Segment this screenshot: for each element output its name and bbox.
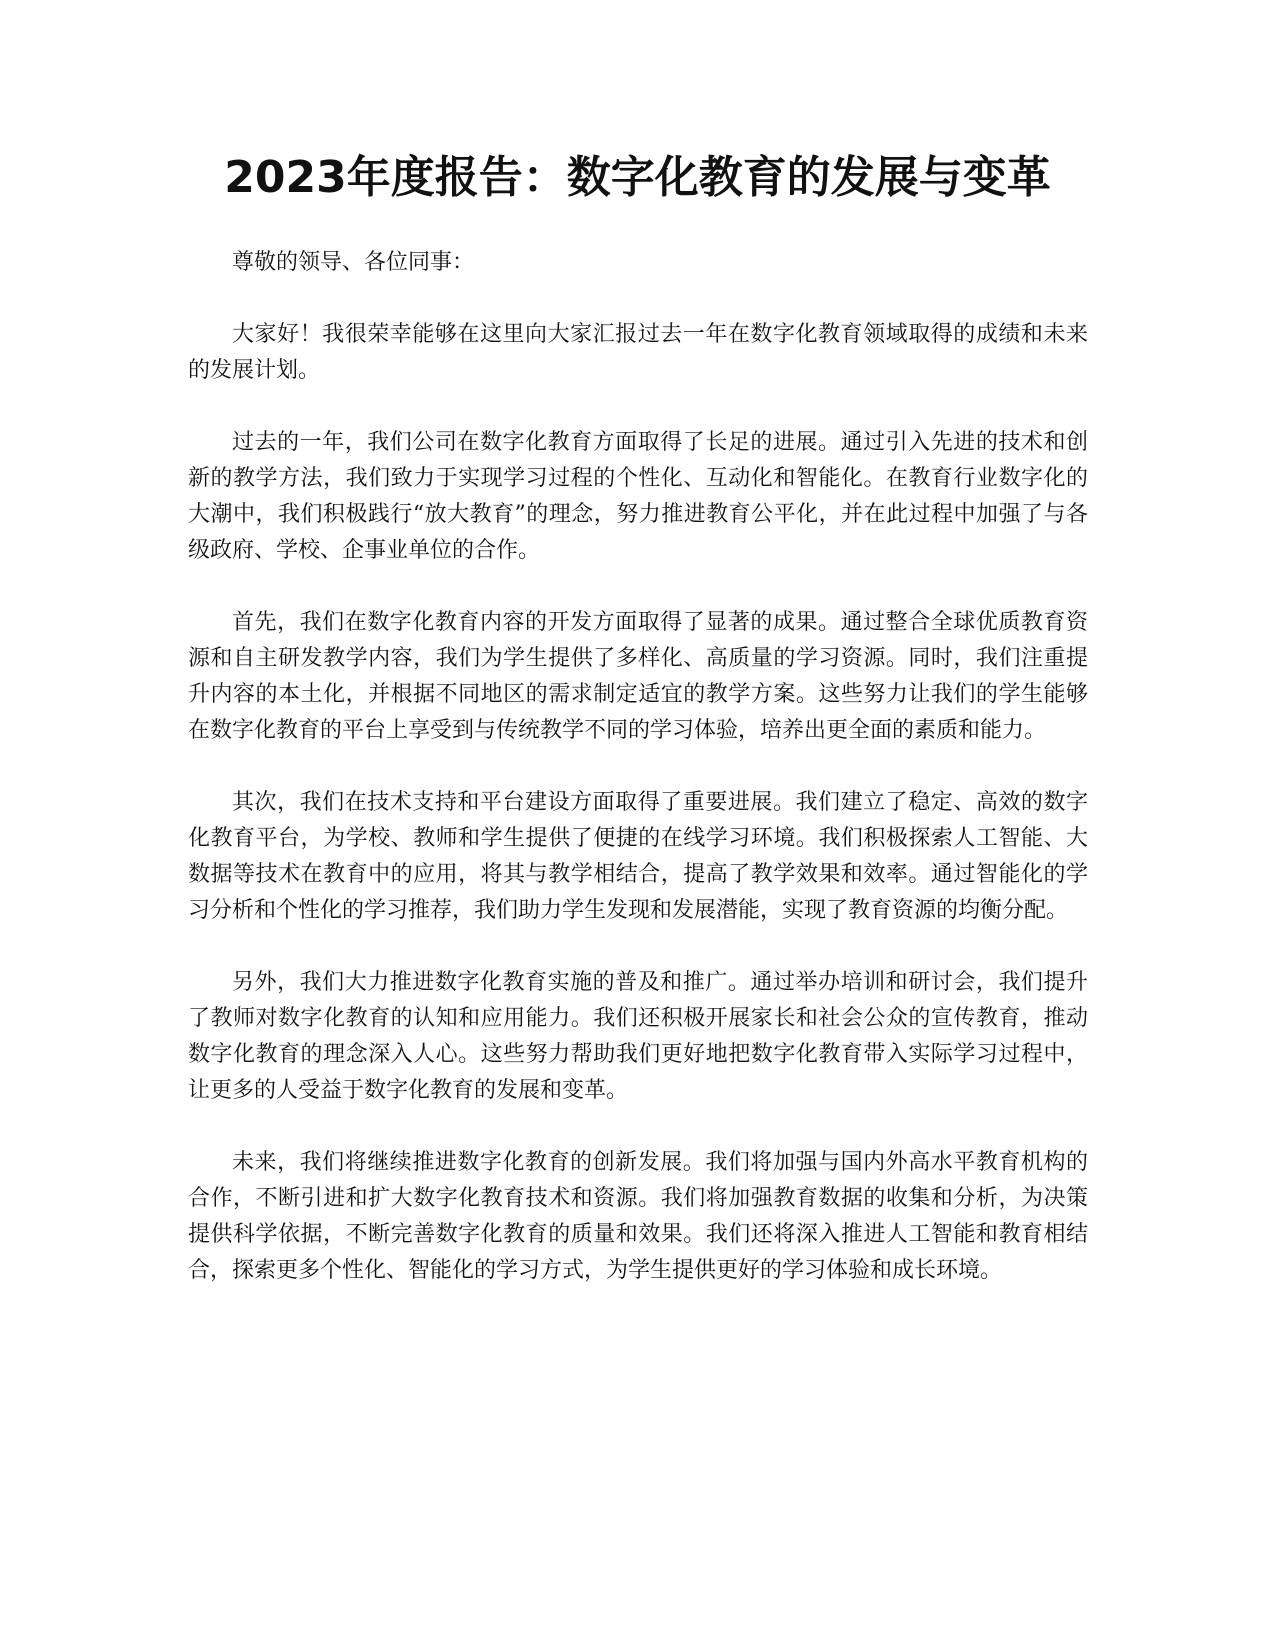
paragraph-future: 未来，我们将继续推进数字化教育的创新发展。我们将加强与国内外高水平教育机构的合作，不断引进和扩大数字化教育技术和资源。我们将加强教育数据的收集和分析，为决策提供科学依据，不断完善数字化教育的质量和效果。我们还将深入推进人工智能和教育相结合，探索更多个性化、智能化的学习方式，为学生提供更好的学习体验和成长环境。 [188,1150,1088,1283]
paragraph-promotion: 另外，我们大力推进数字化教育实施的普及和推广。通过举办培训和研讨会，我们提升了教师对数字化教育的认知和应用能力。我们还积极开展家长和社会公众的宣传教育，推动数字化教育的理念深入人心。这些努力帮助我们更好地把数字化教育带入实际学习过程中，让更多的人受益于数字化教育的发展和变革。 [188,970,1088,1103]
paragraph-content-development: 首先，我们在数字化教育内容的开发方面取得了显著的成果。通过整合全球优质教育资源和自主研发教学内容，我们为学生提供了多样化、高质量的学习资源。同时，我们注重提升内容的本土化，并根据不同地区的需求制定适宜的教学方案。这些努力让我们的学生能够在数字化教育的平台上享受到与传统教学不同的学习体验，培养出更全面的素质和能力。 [188,610,1088,743]
paragraph-technology-platform: 其次，我们在技术支持和平台建设方面取得了重要进展。我们建立了稳定、高效的数字化教育平台，为学校、教师和学生提供了便捷的在线学习环境。我们积极探索人工智能、大数据等技术在教育中的应用，将其与教学相结合，提高了教学效果和效率。通过智能化的学习分析和个性化的学习推荐，我们助力学生发现和发展潜能，实现了教育资源的均衡分配。 [188,790,1088,923]
paragraph-past-year: 过去的一年，我们公司在数字化教育方面取得了长足的进展。通过引入先进的技术和创新的教学方法，我们致力于实现学习过程的个性化、互动化和智能化。在教育行业数字化的大潮中，我们积极践行“放大教育”的理念，努力推进教育公平化，并在此过程中加强了与各级政府、学校、企事业单位的合作。 [188,430,1088,563]
page-title: 2023年度报告：数字化教育的发展与变革 [224,152,1051,203]
paragraph-greeting: 大家好！我很荣幸能够在这里向大家汇报过去一年在数字化教育领域取得的成绩和未来的发展计划。 [188,322,1088,383]
document-body [188,245,1088,1325]
salutation: 尊敬的领导、各位同事： [232,250,475,275]
